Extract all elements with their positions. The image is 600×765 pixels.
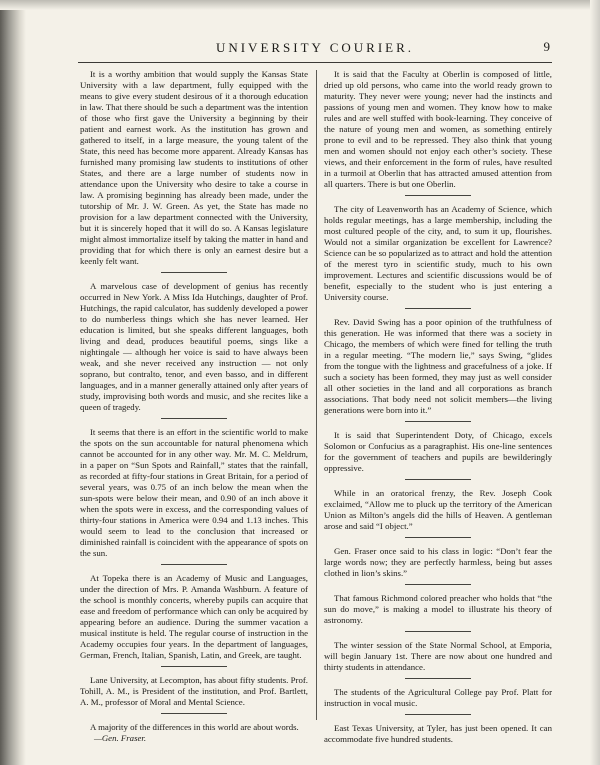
journal-title: UNIVERSITY COURIER. — [215, 40, 415, 55]
article-superintendent-doty: It is said that Superintendent Doty, of Chicago, excels Solomon or Confucius as a paragraphist. His one-line sentences for the government of teachers and pupils are bewilderingly oppressive. — [324, 430, 552, 473]
article-joseph-cook: While in an oratorical frenzy, the Rev. Joseph Cook exclaimed, “Allow me to pluck up the territory of the American Union as Milton’s angels did the hills of Heaven. A gentleman arose and said “I object.” — [324, 488, 552, 531]
quote-attribution: —Gen. Fraser. — [94, 733, 147, 743]
article-separator — [405, 308, 471, 309]
article-ida-hutchings: A marvelous case of development of genius has recently occurred in New York. A Miss Ida Hutchings, daughter of Prof. Hutchings, the rapid calculator, has suddenly developed a power to do numberless things which she has never learned. Her education is limited, but she speaks different languages, both living and dead, produces beautiful poems, sings like a nightingale — although her voice is said to have always been weak, and she never received any instruction — not only soprano, but contralto, tenor, and even basso, and in different languages, and in a manner generally attained only after years of study, improvising both words and music, and she recites like a queen of tragedy. — [80, 281, 308, 412]
article-separator — [405, 631, 471, 632]
header-rule — [78, 62, 552, 63]
page-number: 9 — [543, 39, 550, 54]
article-separator — [161, 713, 227, 714]
article-east-texas-university: East Texas University, at Tyler, has just been opened. It can accommodate five hundred students. — [324, 723, 552, 744]
right-column — [324, 69, 552, 745]
top-edge-shadow — [0, 0, 600, 10]
article-separator — [405, 421, 471, 422]
article-separator — [405, 537, 471, 538]
article-differences-words: A majority of the differences in this world are about words. — [90, 722, 299, 732]
article-agricultural-college: The students of the Agricultural College pay Prof. Platt for instruction in vocal music. — [324, 687, 552, 708]
article-leavenworth-academy: The city of Leavenworth has an Academy of Science, which holds regular meetings, has a large membership, including the most cultured people of the city, and, to sum it up, flourishes. Would not a similar organization be excellent for Lawrence? Science can be so popularized as to attract and hold the attention of the merest tyro in scientific study, much to his own improvement. Lectures and scientific discussions would be of benefit, especially to the student who is just entering a University course. — [324, 204, 552, 302]
left-column — [80, 69, 308, 744]
article-separator — [405, 479, 471, 480]
article-separator — [161, 272, 227, 273]
article-separator — [405, 678, 471, 679]
article-oberlin-faculty: It is said that the Faculty at Oberlin is composed of little, dried up old persons, who came into the world ready grown to maturity. They never were young; never had the instincts and passions of young men and women. They know how to make rules and are well stuffed with book-learning. They conceive of the nature of young men and women, as something entirely prone to evil and to be repressed. They also think that young men and women should not enjoy each other’s society. These views, and their enforcement in the form of rules, have resulted in a turmoil at Oberlin that has attracted amused attention from all quarters. There is but one Oberlin. — [324, 69, 552, 189]
article-lane-university: Lane University, at Lecompton, has about fifty students. Prof. Tohill, A. M., is President of the institution, and Prof. Bartlett, A. M., professor of Moral and Mental Science. — [80, 675, 308, 707]
article-gen-fraser-logic: Gen. Fraser once said to his class in logic: “Don’t fear the large words now; they are perfectly harmless, being but asses clothed in lion’s skins.” — [324, 546, 552, 578]
article-richmond-preacher: That famous Richmond colored preacher who holds that “the sun do move,” is making a model to illustrate his theory of astronomy. — [324, 593, 552, 625]
article-separator — [161, 666, 227, 667]
article-separator — [405, 714, 471, 715]
article-kansas-law-department: It is a worthy ambition that would supply the Kansas State University with a law department, fully equipped with the means to give every student desirous of it a thorough education in law. That there should be such a department was the intention of those who first gave the University a beginning by their patient and earnest work. As the institution has grown and gathered to itself, in a large measure, the young talent of the State, this need has become more apparent. Already Kansas has furnished many promising law students to institutions of other States, and there are a large number of students now in attendance upon the University who desire to take a course in law. A promising beginning has already been made, under the tutorship of Mr. J. W. Green. As yet, the State has made no provision for a law department connected with the University, but it is sincerely hoped that it will do so. A Kansas legislature might almost immortalize itself by taking the matter in hand and providing that for which there is only an earnest desire but a keenly felt want. — [80, 69, 308, 266]
article-separator — [161, 564, 227, 565]
running-header — [80, 40, 550, 60]
article-david-swing: Rev. David Swing has a poor opinion of the truthfulness of this generation. He was informed that there was a society in Chicago, the members of which were fined for telling the truth in a regular meeting. “The modern lie,” says Swing, “glides from the tongue with the lightness and gracefulness of a joke. If such a society has been formed, they may just as well consider all other societies in the land and all corporations as branch associations. That body need not solicit members—the living generations were born into it.” — [324, 317, 552, 415]
right-edge-shadow — [590, 0, 600, 765]
article-state-normal-school: The winter session of the State Normal School, at Emporia, will begin January 1st. There are now about one hundred and thirty students in attendance. — [324, 640, 552, 672]
article-separator — [405, 195, 471, 196]
column-divider — [316, 70, 317, 720]
article-separator — [161, 418, 227, 419]
binding-shadow — [0, 0, 26, 765]
article-sun-spots: It seems that there is an effort in the scientific world to make the spots on the sun accountable for natural phenomena which cannot be accounted for in any other way. Mr. M. C. Meldrum, in a paper on “Sun Spots and Rainfall,” states that the rainfall, as recorded at fifty-four stations in Great Britain, for a period of several years, was 0.75 of an inch below the mean when the sun-spots were below their mean, and 0.90 of an inch above it when the spots were in excess, and the corresponding values of thirty-four stations in America were 0.94 and 1.13 inches. This would seem to lead to the conclusion that increased or diminished rainfall is coincident with the appearance of spots on the sun. — [80, 427, 308, 558]
article-separator — [405, 584, 471, 585]
article-topeka-academy: At Topeka there is an Academy of Music and Languages, under the direction of Mrs. P. Amanda Washburn. A feature of the school is monthly concerts, whereby pupils can acquire that ease and freedom of performance which can only be acquired by appearing before an audience. During the summer vacation a musical institute is held. The regular course of instruction in the Academy occupies four years. In the department of languages, German, French, Italian, Spanish, Latin, and Greek, are taught. — [80, 573, 308, 660]
